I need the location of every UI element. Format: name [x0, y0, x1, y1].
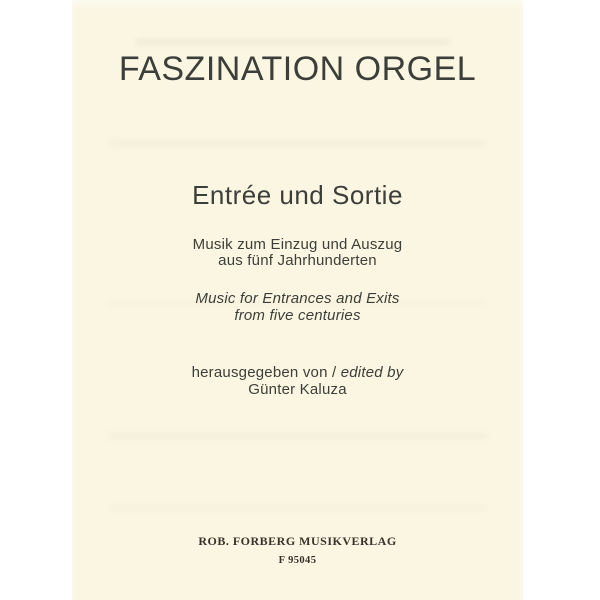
editor-label-english: edited by — [340, 364, 404, 381]
publisher-name: ROB. FORBERG MUSIKVERLAG — [198, 534, 397, 548]
scan-artifact — [108, 140, 487, 147]
editor-credit-labels — [72, 364, 523, 381]
editor-name: Günter Kaluza — [248, 381, 347, 398]
work-title: Entrée und Sortie — [192, 180, 403, 210]
scan-artifact — [108, 505, 487, 511]
series-title: FASZINATION ORGEL — [118, 50, 477, 88]
editor-label-german: herausgegeben von / — [191, 364, 341, 381]
editor-credit — [72, 364, 523, 398]
subtitle-english-line2: from five centuries — [234, 307, 361, 324]
cover-page — [72, 0, 523, 600]
plate-number: F 95045 — [278, 555, 317, 566]
subtitle-german-line1: Musik zum Einzug und Auszug — [192, 236, 403, 253]
subtitle-german — [72, 237, 523, 269]
subtitle-german-line2: aus fünf Jahrhunderten — [218, 252, 377, 269]
subtitle-english — [72, 290, 523, 324]
scan-artifact — [135, 38, 451, 46]
scan-artifact — [108, 432, 487, 440]
subtitle-english-line1: Music for Entrances and Exits — [195, 290, 400, 307]
